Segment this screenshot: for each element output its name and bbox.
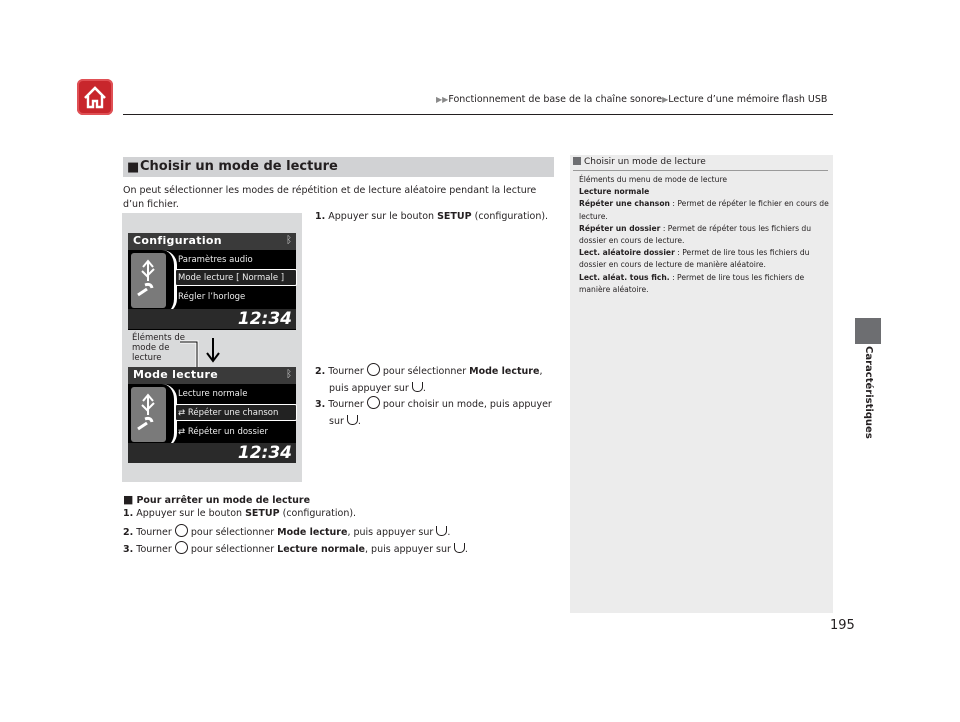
stop-title (123, 493, 310, 508)
push-knob-icon (454, 543, 465, 553)
step-text: pour choisir un mode, puis appuyer (379, 399, 552, 410)
step-text: pour sélectionner (187, 527, 278, 538)
side-note-body (579, 174, 829, 296)
step-text: Appuyer sur le bouton (328, 211, 438, 222)
mode-name: Lecture normale (277, 544, 365, 555)
side-note-rule (573, 170, 828, 171)
setup-button-label: SETUP (245, 508, 280, 519)
menu-item: Paramètres audio (178, 255, 253, 265)
side-note-title (573, 157, 706, 167)
step-number: 3. (123, 544, 134, 555)
side-note-item-label: Répéter une chanson (579, 199, 670, 209)
callout-line: mode de (132, 343, 170, 353)
note-marker-icon (573, 157, 581, 165)
side-note-item: Lecture normale (579, 187, 650, 197)
stop-step-1 (123, 507, 356, 521)
callout-line: Éléments de (132, 333, 185, 343)
stop-step-3 (123, 541, 468, 557)
side-note-item-text: : Permet de lire tous les fichiers de manière aléatoire. (579, 272, 805, 294)
clock-display: 12:34 (237, 443, 292, 463)
subsection-title: Pour arrêter un mode de lecture (136, 495, 311, 506)
step-text: pour sélectionner (187, 544, 278, 555)
step-1 (315, 210, 548, 224)
step-text: Tourner (136, 544, 175, 555)
menu-item: ⇄ Répéter un dossier (178, 427, 268, 437)
audio-screen-setup (128, 233, 296, 330)
square-bullet-icon: ■ (123, 493, 134, 506)
side-note-title-text: Choisir un mode de lecture (584, 157, 706, 167)
step-text: . (447, 527, 451, 538)
home-icon (77, 79, 113, 115)
step-text: . (464, 544, 468, 555)
section-header (123, 157, 554, 177)
step-number: 1. (315, 211, 326, 222)
step-number: 2. (315, 366, 326, 377)
selector-knob-icon (367, 396, 380, 409)
step-2 (315, 363, 542, 397)
intro-text: On peut sélectionner les modes de répétition et de lecture aléatoire pendant la lecture d’un fichier. (123, 185, 537, 210)
step-number: 2. (123, 527, 134, 538)
menu-item-selected: ⇄ Répéter une chanson (178, 408, 279, 418)
step-text: . (422, 383, 426, 394)
step-text: , (539, 366, 543, 377)
screen-title: Mode lecture (133, 368, 218, 381)
menu-item: Lecture normale (178, 389, 248, 399)
step-number: 3. (315, 399, 326, 410)
step-text: Appuyer sur le bouton (136, 508, 246, 519)
setup-button-label: SETUP (437, 211, 472, 222)
side-note-text: Éléments du menu de mode de lecture (579, 175, 728, 184)
step-number: 1. (123, 508, 134, 519)
clock-display: 12:34 (237, 309, 292, 329)
section-title: Choisir un mode de lecture (140, 159, 338, 174)
side-note-item-label: Lect. aléat. tous fich. (579, 272, 670, 282)
menu-name: Mode lecture (277, 527, 348, 538)
side-note-item-label: Lect. aléatoire dossier (579, 248, 675, 258)
step-text: Tourner (328, 366, 367, 377)
step-text: puis appuyer sur (329, 383, 412, 394)
menu-item-selected: Mode lecture [ Normale ] (178, 273, 285, 283)
step-text: (configuration). (279, 508, 357, 519)
sidebar-tab[interactable] (855, 318, 881, 344)
step-text: . (357, 416, 361, 427)
callout-label (132, 333, 185, 363)
menu-item: Régler l’horloge (178, 292, 246, 302)
side-note-item (579, 272, 829, 296)
selector-knob-icon (175, 524, 188, 537)
push-knob-icon (347, 415, 358, 425)
step-text: sur (329, 416, 347, 427)
page-number: 195 (830, 618, 855, 633)
selector-knob-icon (175, 541, 188, 554)
sidebar-label: Caractéristiques (863, 346, 874, 439)
selector-knob-icon (367, 363, 380, 376)
header-rule (123, 114, 833, 115)
step-text: Tourner (328, 399, 367, 410)
push-knob-icon (436, 526, 447, 536)
side-note-item (579, 247, 829, 271)
stop-step-2 (123, 524, 450, 540)
step-text: Tourner (136, 527, 175, 538)
step-text: pour sélectionner (379, 366, 470, 377)
breadcrumb: ▶▶Fonctionnement de base de la chaîne sonore▶Lecture d’une mémoire flash USB (436, 94, 828, 105)
step-3 (315, 396, 552, 430)
side-note-item (579, 198, 829, 222)
side-note-item-text: : Permet de répéter le fichier en cours de lecture. (579, 199, 829, 221)
bluetooth-icon: ᛒ (286, 235, 292, 246)
usb-icon (131, 253, 166, 308)
menu-name: Mode lecture (469, 366, 540, 377)
side-note-item-text: : Permet de répéter tous les fichiers du dossier en cours de lecture. (579, 223, 812, 246)
menu-item-label: Répéter un dossier (187, 427, 268, 437)
breadcrumb-item[interactable]: Fonctionnement de base de la chaîne sonore (448, 94, 663, 105)
audio-screen-playmode (128, 367, 296, 463)
breadcrumb-item[interactable]: Lecture d’une mémoire flash USB (668, 94, 828, 105)
screen-title: Configuration (133, 234, 222, 247)
side-note-item (579, 223, 829, 247)
usb-icon (131, 387, 166, 442)
step-text: , puis appuyer sur (347, 527, 437, 538)
callout-line: lecture (132, 353, 162, 363)
bluetooth-icon: ᛒ (286, 369, 292, 380)
push-knob-icon (412, 382, 423, 392)
side-note-item-label: Répéter un dossier (579, 223, 661, 233)
step-text: , puis appuyer sur (365, 544, 454, 555)
side-note-item-text: : Permet de lire tous les fichiers du dossier en cours de lecture de manière aléatoire. (579, 248, 810, 270)
home-button[interactable] (77, 79, 113, 115)
step-text: (configuration). (471, 211, 549, 222)
menu-item-label: Répéter une chanson (187, 408, 279, 418)
square-bullet-icon: ■ (127, 160, 140, 175)
